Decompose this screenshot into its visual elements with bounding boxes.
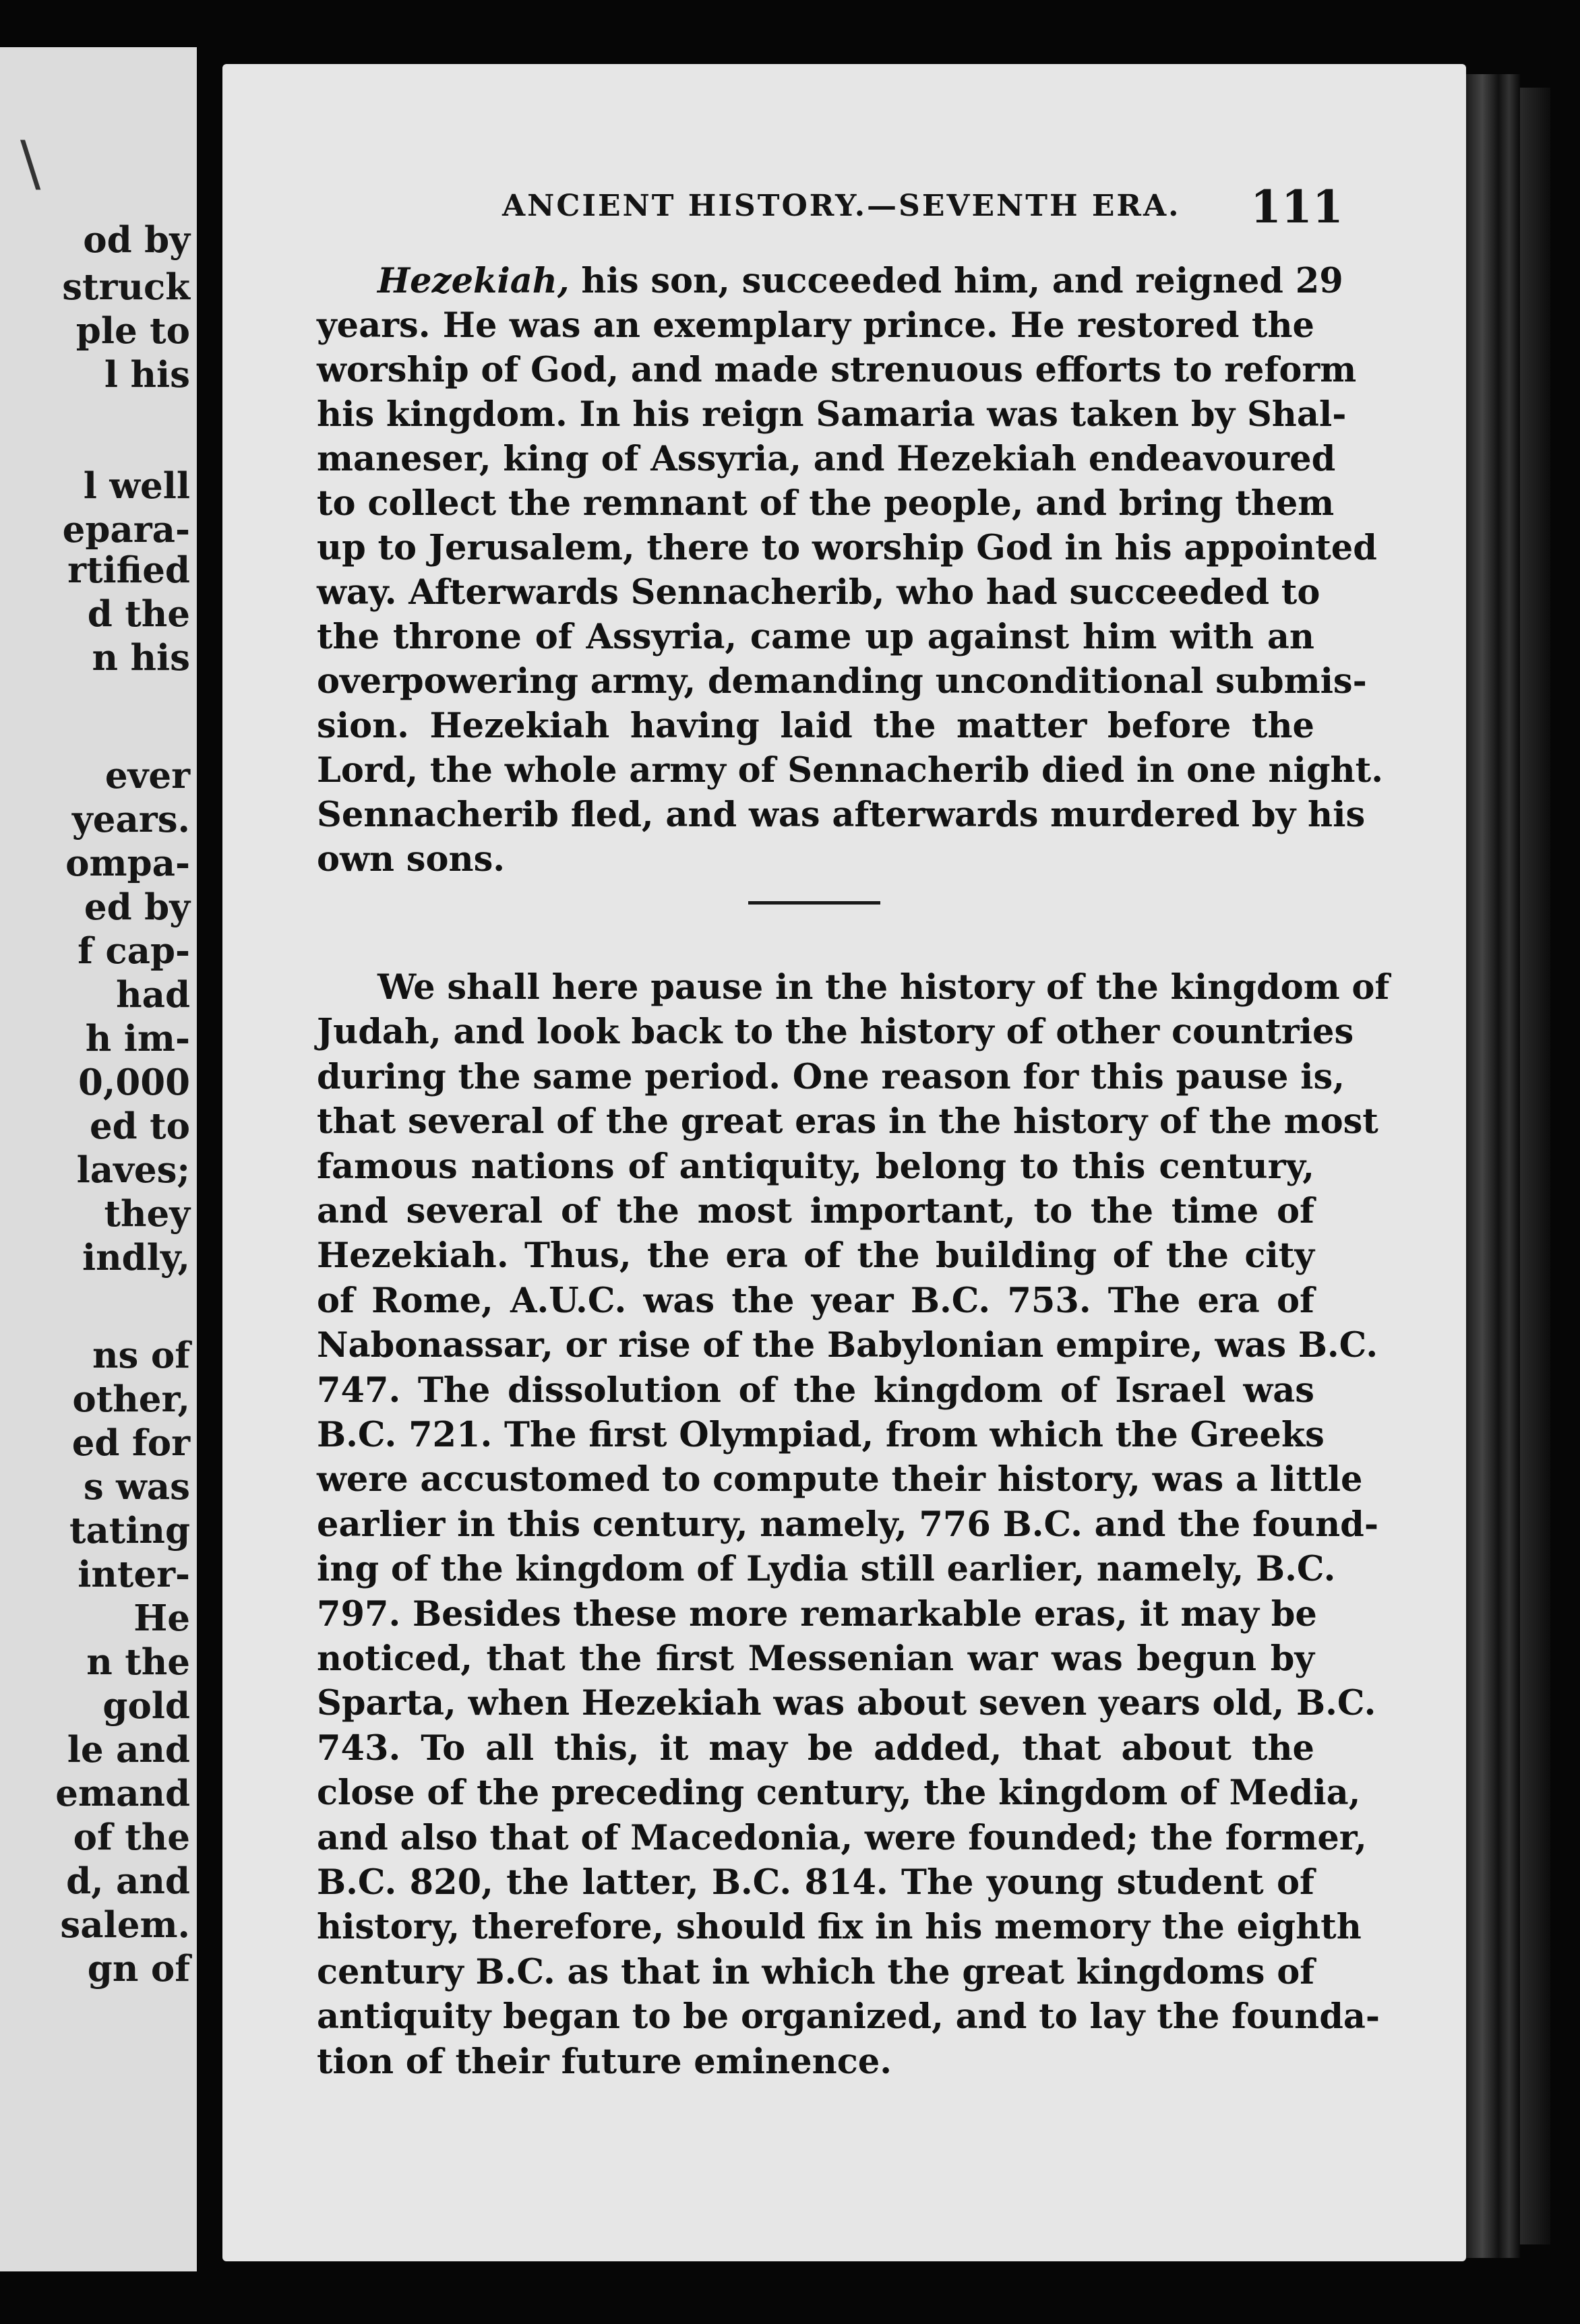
text-line: famous nations of antiquity, belong to this century, [317, 1146, 1314, 1187]
text-line: of Rome, A.U.C. was the year B.C. 753. The era of [317, 1280, 1314, 1321]
text-line: up to Jerusalem, there to worship God in his appointed [317, 528, 1377, 568]
text-line: Sennacherib fled, and was afterwards murdered by his [317, 795, 1366, 835]
text-line: his kingdom. In his reign Samaria was taken by Shal- [317, 394, 1347, 435]
left-margin-line: ple to [75, 310, 190, 352]
left-margin-line: of the [73, 1816, 190, 1858]
left-margin-line: ed to [89, 1105, 190, 1147]
text-line: own sons. [317, 839, 506, 880]
left-margin-line: years. [71, 799, 190, 840]
text-line: Hezekiah. Thus, the era of the building of the city [317, 1235, 1314, 1277]
text-line: B.C. 721. The first Olympiad, from which the Greeks [317, 1415, 1325, 1455]
left-margin-line: ed by [84, 886, 190, 928]
left-margin-line: ns of [92, 1335, 190, 1376]
left-margin-line: s was [83, 1466, 190, 1508]
text-line: Lord, the whole army of Sennacherib died in one night. [317, 750, 1383, 791]
text-line: the throne of Assyria, came up against him with an [317, 617, 1314, 657]
left-margin-line: other, [72, 1378, 190, 1420]
left-margin-line: had [116, 974, 190, 1016]
left-margin-line: ompa- [65, 843, 190, 884]
page-number: 111 [1250, 181, 1343, 233]
text-line: that several of the great eras in the history of the most [317, 1101, 1378, 1142]
text-line: to collect the remnant of the people, and bring them [317, 483, 1335, 524]
left-margin-line: He [133, 1597, 190, 1639]
text-line: 743. To all this, it may be added, that about the [317, 1727, 1314, 1769]
text-line: years. He was an exemplary prince. He restored the [317, 305, 1314, 346]
running-head: ANCIENT HISTORY.—SEVENTH ERA. [502, 189, 1181, 223]
left-margin-line: ed for [71, 1422, 190, 1464]
text-line: century B.C. as that in which the great kingdoms of [317, 1951, 1315, 1992]
text-line: worship of God, and made strenuous efforts to reform [317, 350, 1357, 390]
left-margin-line: tating [69, 1510, 190, 1552]
left-margin-line: they [104, 1193, 190, 1235]
left-margin-line: l his [104, 354, 190, 396]
left-margin-line: rtified [67, 549, 190, 591]
left-margin-line: epara- [62, 509, 190, 551]
italic-name: Hezekiah, [377, 261, 570, 301]
left-facing-page [0, 47, 197, 2271]
text-line: and also that of Macedonia, were founded; the former, [317, 1817, 1367, 1858]
text-line: 747. The dissolution of the kingdom of Israel was [317, 1370, 1314, 1411]
left-margin-line: f cap- [78, 930, 190, 972]
left-margin-line: laves; [76, 1149, 190, 1191]
text-line: ing of the kingdom of Lydia still earlier, namely, B.C. [317, 1549, 1336, 1590]
binding-edge [1520, 88, 1550, 2244]
text-line: history, therefore, should fix in his memory the eighth [317, 1907, 1362, 1948]
left-margin-line: ever [104, 755, 190, 797]
text-line: earlier in this century, namely, 776 B.C. and the found- [317, 1504, 1378, 1545]
text-line: noticed, that the first Messenian war was begun by [317, 1639, 1314, 1679]
text-line: tion of their future eminence. [317, 2041, 892, 2082]
left-margin-line: le and [67, 1729, 190, 1771]
left-margin-line: 0,000 [78, 1062, 190, 1103]
left-margin-line: n the [86, 1641, 190, 1683]
text-line: antiquity began to be organized, and to lay the founda- [317, 1996, 1380, 2038]
text-line: Nabonassar, or rise of the Babylonian empire, was B.C. [317, 1325, 1378, 1366]
left-margin-line: indly, [82, 1237, 190, 1279]
section-divider [748, 901, 880, 905]
text-line: We shall here pause in the history of the kingdom of [377, 967, 1390, 1008]
text-line: maneser, king of Assyria, and Hezekiah endeavoured [317, 439, 1336, 479]
text-line: close of the preceding century, the kingdom of Media, [317, 1773, 1361, 1814]
left-margin-line: gn of [87, 1948, 190, 1990]
left-margin-line: n his [92, 637, 190, 679]
left-margin-line: inter- [78, 1554, 190, 1595]
left-margin-line: l well [83, 465, 190, 507]
left-margin-line: struck [62, 266, 190, 308]
text-line: overpowering army, demanding unconditional submis- [317, 661, 1367, 702]
text-line: Judah, and look back to the history of other countries [317, 1012, 1354, 1053]
left-margin-line: d the [87, 593, 190, 635]
left-margin-line: gold [102, 1685, 190, 1727]
text-line: B.C. 820, the latter, B.C. 814. The young student of [317, 1862, 1314, 1903]
left-page-mark: \ [20, 128, 41, 199]
text-line: way. Afterwards Sennacherib, who had succeeded to [317, 572, 1320, 613]
text-line: and several of the most important, to the time of [317, 1191, 1314, 1231]
left-margin-line: h im- [85, 1018, 190, 1060]
left-margin-line: od by [83, 219, 190, 261]
text-line: Hezekiah, his son, succeeded him, and reigned 29 [377, 261, 1343, 301]
page-edge-shadow [1466, 74, 1520, 2258]
text-line: Sparta, when Hezekiah was about seven years old, B.C. [317, 1683, 1376, 1724]
text-line: during the same period. One reason for this pause is, [317, 1056, 1345, 1097]
text-line: 797. Besides these more remarkable eras, it may be [317, 1593, 1317, 1634]
left-margin-line: salem. [60, 1904, 190, 1946]
left-margin-line: emand [55, 1773, 190, 1814]
left-margin-line: d, and [66, 1860, 190, 1902]
text-line: were accustomed to compute their history, was a little [317, 1459, 1363, 1500]
text-line: sion. Hezekiah having laid the matter before the [317, 706, 1314, 746]
